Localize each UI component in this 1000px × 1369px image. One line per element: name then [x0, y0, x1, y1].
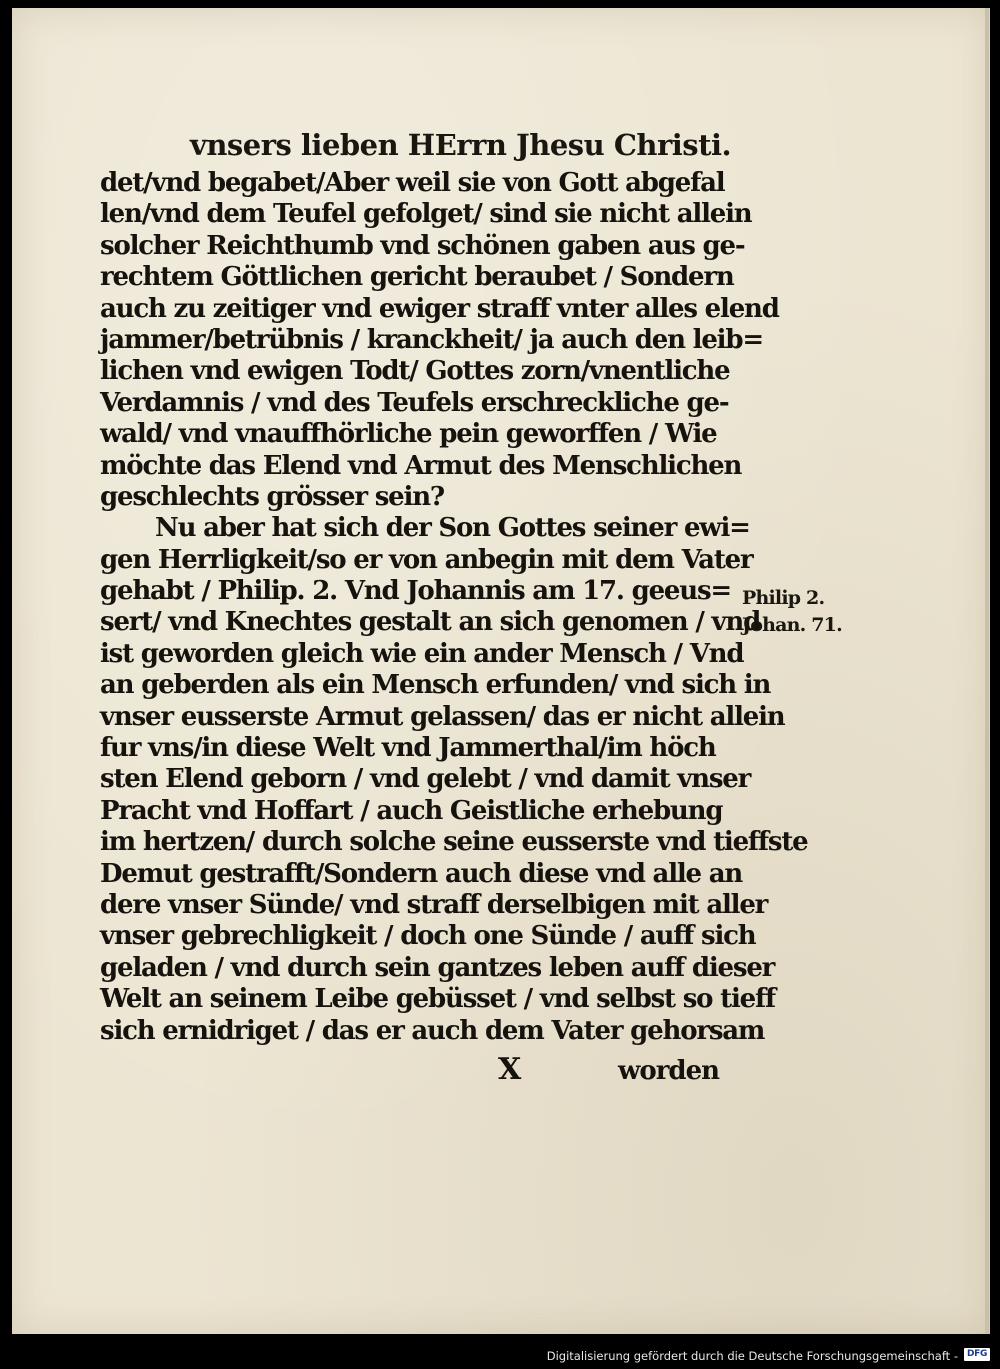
signature-mark: X — [498, 1052, 522, 1087]
text-line: Demut gestrafft/Sondern auch diese vnd alle an — [100, 858, 743, 889]
footer-credit: Digitalisierung gefördert durch die Deutsche Forschungsgemeinschaft - — [546, 1349, 958, 1363]
text-line: lichen vnd ewigen Todt/ Gottes zorn/vnentliche — [100, 356, 730, 387]
dfg-logo-text: DFG — [966, 1349, 988, 1359]
text-line: Welt an seinem Leibe gebüsset / vnd selbst so tieff — [100, 984, 775, 1015]
text-line: an geberden als ein Mensch erfunden/ vnd sich in — [100, 670, 771, 701]
text-line: ist geworden gleich wie ein ander Mensch / Vnd — [100, 638, 744, 669]
text-line: im hertzen/ durch solche seine eusserste vnd tieffste — [100, 827, 808, 858]
text-line: Pracht vnd Hoffart / auch Geistliche erhebung — [100, 795, 723, 826]
text-line: jammer/betrübnis / kranckheit/ ja auch den leib= — [100, 324, 763, 355]
paragraph-start-line: Nu aber hat sich der Son Gottes seiner ewi= — [155, 513, 750, 544]
text-line: Verdamnis / vnd des Teufels erschreckliche ge- — [100, 387, 729, 418]
text-line: geladen / vnd durch sein gantzes leben auff dieser — [100, 952, 775, 983]
text-line: sert/ vnd Knechtes gestalt an sich genomen / vnd — [100, 607, 761, 638]
text-line: vnser eusserste Armut gelassen/ das er nicht allein — [100, 701, 785, 732]
text-line: sich ernidriget / das er auch dem Vater gehorsam — [100, 1015, 765, 1046]
text-line: solcher Reichthumb vnd schönen gaben aus ge- — [100, 230, 745, 261]
page-edge — [985, 8, 989, 1334]
marginal-notes — [742, 585, 852, 639]
text-line: rechtem Göttlichen gericht beraubet / Sondern — [100, 262, 734, 293]
marginal-note-philippians: Philip 2. — [742, 587, 825, 609]
text-line: det/vnd begabet/Aber weil sie von Gott abgefal — [100, 168, 725, 198]
marginal-note-john: Johan. 71. — [742, 614, 842, 636]
text-line: auch zu zeitiger vnd ewiger straff vnter alles elend — [100, 293, 779, 324]
text-line: len/vnd dem Teufel gefolget/ sind sie nicht allein — [100, 199, 752, 230]
text-line: vnser gebrechligkeit / doch one Sünde / auff sich — [100, 921, 756, 952]
catchword: worden — [618, 1056, 720, 1086]
text-line: geschlechts grösser sein? — [100, 481, 444, 512]
dfg-logo-icon — [964, 1348, 990, 1361]
text-line: möchte das Elend vnd Armut des Menschlichen — [100, 450, 742, 481]
text-line: gen Herrligkeit/so er von anbegin mit dem Vater — [100, 544, 753, 575]
running-head: vnsers lieben HErrn Jhesu Christi. — [190, 128, 732, 162]
text-line: dere vnser Sünde/ vnd straff derselbigen mit aller — [100, 889, 768, 920]
text-line: wald/ vnd vnauffhörliche pein geworffen / Wie — [100, 419, 717, 450]
text-line: gehabt / Philip. 2. Vnd Johannis am 17. geeus= — [100, 576, 731, 607]
text-line: fur vns/in diese Welt vnd Jammerthal/im höch — [100, 733, 716, 764]
text-line: sten Elend geborn / vnd gelebt / vnd damit vnser — [100, 764, 751, 795]
